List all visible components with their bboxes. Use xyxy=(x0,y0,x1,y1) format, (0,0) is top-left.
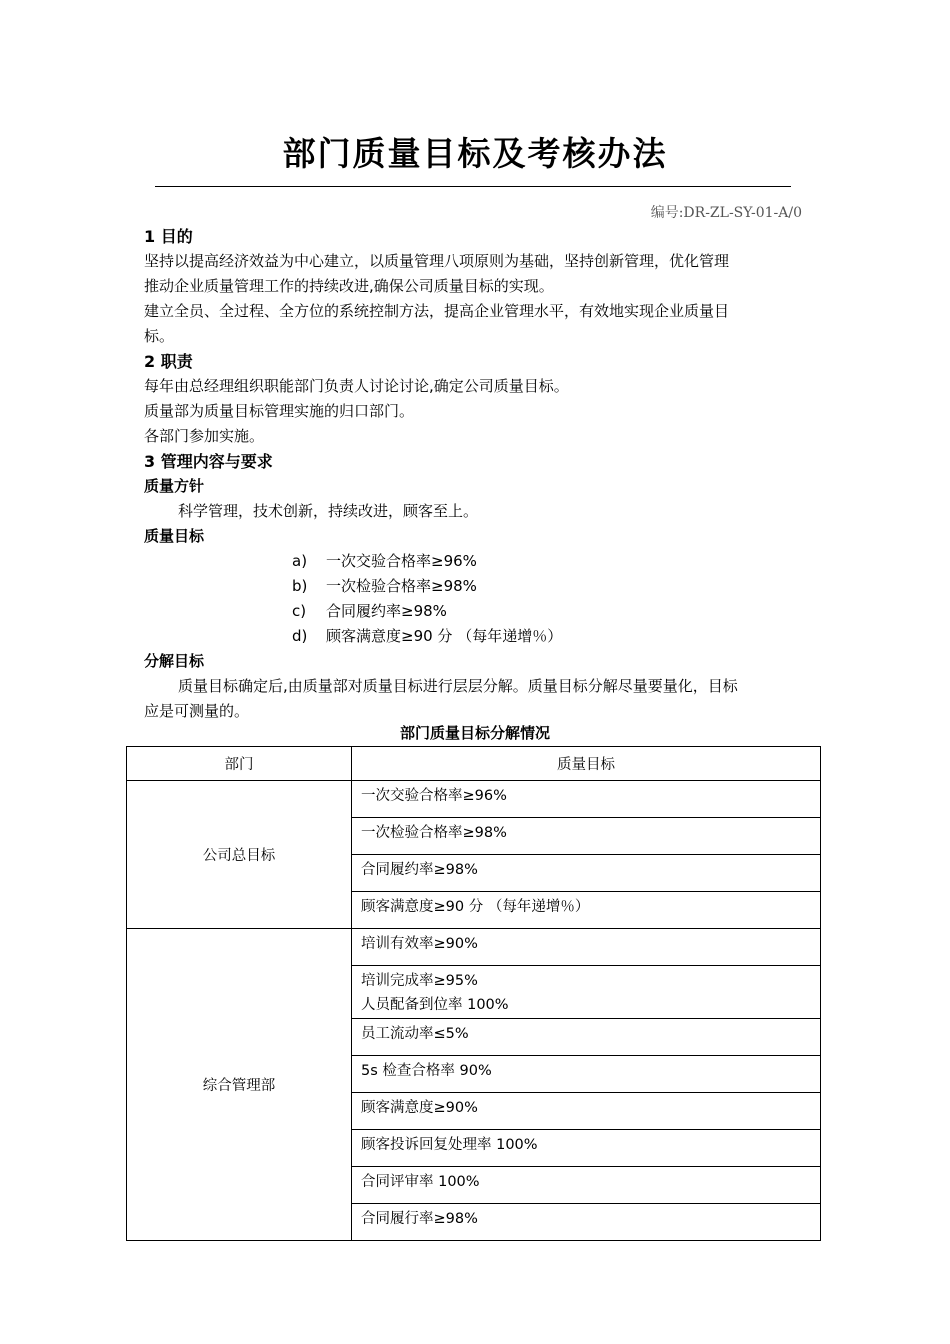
purpose-line: 建立全员、全过程、全方位的系统控制方法，提高企业管理水平，有效地实现企业质量目 xyxy=(144,302,730,320)
duty-line: 质量部为质量目标管理实施的归口部门。 xyxy=(144,402,415,420)
table-header-row xyxy=(127,747,821,781)
goal-item xyxy=(144,599,808,624)
purpose-line: 推动企业质量管理工作的持续改进,确保公司质量目标的实现。 xyxy=(144,277,554,295)
section-3-heading: 3 管理内容与要求 xyxy=(144,452,273,471)
document-title: 部门质量目标及考核办法 xyxy=(282,134,668,173)
purpose-line: 坚持以提高经济效益为中心建立，以质量管理八项原则为基础，坚持创新管理，优化管理 xyxy=(144,252,730,270)
goal-marker: a) xyxy=(292,552,308,570)
goal-cell: 培训有效率≥90% xyxy=(352,929,821,966)
section-2-heading: 2 职责 xyxy=(144,352,193,371)
column-header-quality-goal: 质量目标 xyxy=(352,747,821,781)
duty-line: 每年由总经理组织职能部门负责人讨论讨论,确定公司质量目标。 xyxy=(144,377,569,395)
goal-cell: 员工流动率≤5% xyxy=(352,1019,821,1056)
decomposition-heading: 分解目标 xyxy=(144,652,205,670)
document-body xyxy=(144,224,808,724)
decomposition-text: 质量目标确定后,由质量部对质量目标进行层层分解。质量目标分解尽量要量化，目标 xyxy=(178,677,738,695)
goal-line: 人员配备到位率 100% xyxy=(361,997,509,1013)
table-caption: 部门质量目标分解情况 xyxy=(399,724,550,742)
goal-item xyxy=(144,574,808,599)
goal-text: 合同履约率≥98% xyxy=(326,602,447,620)
department-cell: 综合管理部 xyxy=(127,929,352,1241)
column-header-department: 部门 xyxy=(127,747,352,781)
goal-cell: 合同评审率 100% xyxy=(352,1167,821,1204)
goal-cell: 一次交验合格率≥96% xyxy=(352,781,821,818)
title-underline xyxy=(155,186,791,187)
department-goals-table xyxy=(126,746,821,1241)
goal-text: 顾客满意度≥90 分 （每年递增％） xyxy=(326,627,563,645)
section-1-heading: 1 目的 xyxy=(144,227,193,246)
goal-cell: 顾客投诉回复处理率 100% xyxy=(352,1130,821,1167)
quality-policy-heading: 质量方针 xyxy=(144,477,205,495)
goal-line: 培训完成率≥95% xyxy=(361,973,478,989)
quality-policy-text: 科学管理，技术创新，持续改进，顾客至上。 xyxy=(178,502,479,520)
goal-cell: 顾客满意度≥90% xyxy=(352,1093,821,1130)
goal-cell: 顾客满意度≥90 分 （每年递增％） xyxy=(352,892,821,929)
goal-item xyxy=(144,549,808,574)
goal-marker: d) xyxy=(292,627,308,645)
goal-text: 一次检验合格率≥98% xyxy=(326,577,477,595)
goal-cell: 一次检验合格率≥98% xyxy=(352,818,821,855)
goal-cell xyxy=(352,966,821,1019)
goal-marker: b) xyxy=(292,577,308,595)
duty-line: 各部门参加实施。 xyxy=(144,427,265,445)
purpose-line: 标。 xyxy=(144,327,175,345)
goal-cell: 合同履约率≥98% xyxy=(352,855,821,892)
goal-item xyxy=(144,624,808,649)
table-row xyxy=(127,929,821,966)
goal-cell: 合同履行率≥98% xyxy=(352,1204,821,1241)
document-number: 编号:DR-ZL-SY-01-A/0 xyxy=(650,205,802,221)
table-row xyxy=(127,781,821,818)
goal-marker: c) xyxy=(292,602,307,620)
goal-cell: 5s 检查合格率 90% xyxy=(352,1056,821,1093)
decomposition-text: 应是可测量的。 xyxy=(144,702,250,720)
department-cell: 公司总目标 xyxy=(127,781,352,929)
goal-text: 一次交验合格率≥96% xyxy=(326,552,477,570)
quality-goals-heading: 质量目标 xyxy=(144,527,205,545)
